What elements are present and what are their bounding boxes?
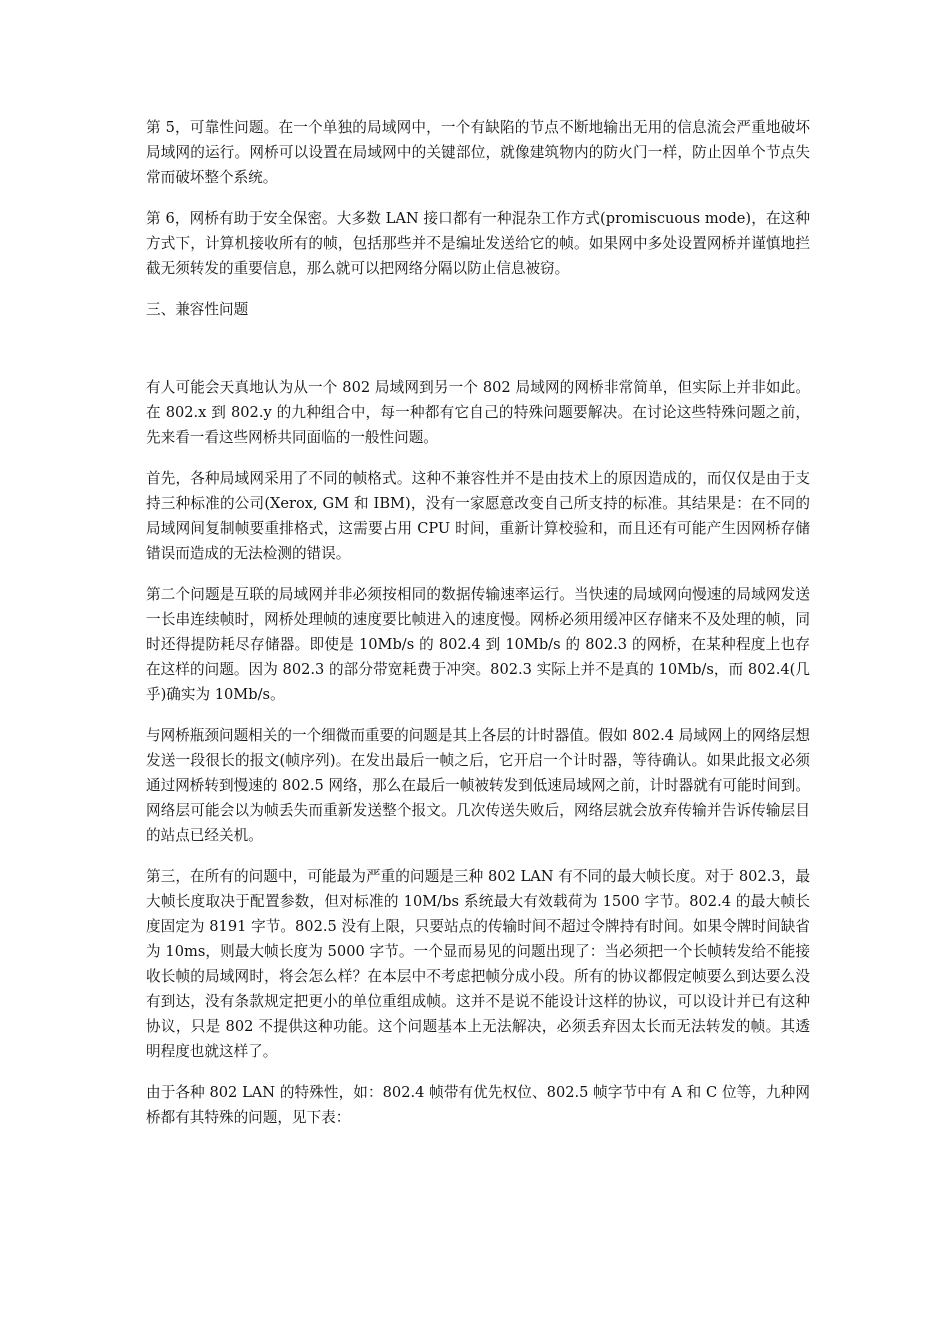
paragraph-intro: 有人可能会天真地认为从一个 802 局域网到另一个 802 局域网的网桥非常简单，但实际上并非如此。在 802.x 到 802.y 的九种组合中，每一种都有它自己的特殊问题要解决。在讨论这些特殊问题之前，先来看一看这些网桥共同面临的一般性问题。: [146, 379, 810, 446]
paragraph-reliability: 第 5，可靠性问题。在一个单独的局域网中，一个有缺陷的节点不断地输出无用的信息流会严重地破坏局域网的运行。网桥可以设置在局域网中的关键部位，就像建筑物内的防火门一样，防止因单个节点失常而破坏整个系统。: [146, 119, 810, 186]
document-page: [146, 115, 810, 1146]
paragraph-data-rates: 第二个问题是互联的局域网并非必须按相同的数据传输速率运行。当快速的局域网向慢速的局域网发送一长串连续帧时，网桥处理帧的速度要比帧进入的速度慢。网桥必须用缓冲区存储来不及处理的帧，同时还得提防耗尽存储器。即使是 10Mb/s 的 802.4 到 10Mb/s 的 802.3 的网桥，在某种程度上也存在这样的问题。因为 802.3 的部分带宽耗费于冲突。802.3 实际上并不是真的 10Mb/s，而 802.4(几乎)确实为 10Mb/s。: [146, 586, 810, 703]
paragraph-security: 第 6，网桥有助于安全保密。大多数 LAN 接口都有一种混杂工作方式(promiscuous mode)，在这种方式下，计算机接收所有的帧，包括那些并不是编址发送给它的帧。如果网中多处设置网桥并谨慎地拦截无须转发的重要信息，那么就可以把网络分隔以防止信息被窃。: [146, 210, 810, 277]
paragraph-max-frame-length: 第三，在所有的问题中，可能最为严重的问题是三种 802 LAN 有不同的最大帧长度。对于 802.3，最大帧长度取决于配置参数，但对标准的 10M/bs 系统最大有效载荷为 1500 字节。802.4 的最大帧长度固定为 8191 字节。802.5 没有上限，只要站点的传输时间不超过令牌持有时间。如果令牌时间缺省为 10ms，则最大帧长度为 5000 字节。一个显而易见的问题出现了：当必须把一个长帧转发给不能接收长帧的局域网时，将会怎么样？在本层中不考虑把帧分成小段。所有的协议都假定帧要么到达要么没有到达，没有条款规定把更小的单位重组成帧。这并不是说不能设计这样的协议，可以设计并已有这种协议，只是 802 不提供这种功能。这个问题基本上无法解决，必须丢弃因太长而无法转发的帧。其透明程度也就这样了。: [146, 868, 810, 1060]
paragraph-timers: 与网桥瓶颈问题相关的一个细微而重要的问题是其上各层的计时器值。假如 802.4 局域网上的网络层想发送一段很长的报文(帧序列)。在发出最后一帧之后，它开启一个计时器，等待确认。如果此报文必须通过网桥转到慢速的 802.5 网络，那么在最后一帧被转发到低速局域网之前，计时器就有可能时间到。网络层可能会以为帧丢失而重新发送整个报文。几次传送失败后，网络层就会放弃传输并告诉传输层目的站点已经关机。: [146, 727, 810, 844]
paragraph-special-issues: 由于各种 802 LAN 的特殊性，如：802.4 帧带有优先权位、802.5 帧字节中有 A 和 C 位等，九种网桥都有其特殊的问题，见下表：: [146, 1084, 810, 1126]
paragraph-frame-formats: 首先，各种局域网采用了不同的帧格式。这种不兼容性并不是由技术上的原因造成的，而仅仅是由于支持三种标准的公司(Xerox, GM 和 IBM)，没有一家愿意改变自己所支持的标准。其结果是：在不同的局域网间复制帧要重排格式，这需要占用 CPU 时间，重新计算校验和，而且还有可能产生因网桥存储错误而造成的无法检测的错误。: [146, 470, 810, 562]
section-heading-compatibility: 三、兼容性问题: [146, 301, 249, 318]
